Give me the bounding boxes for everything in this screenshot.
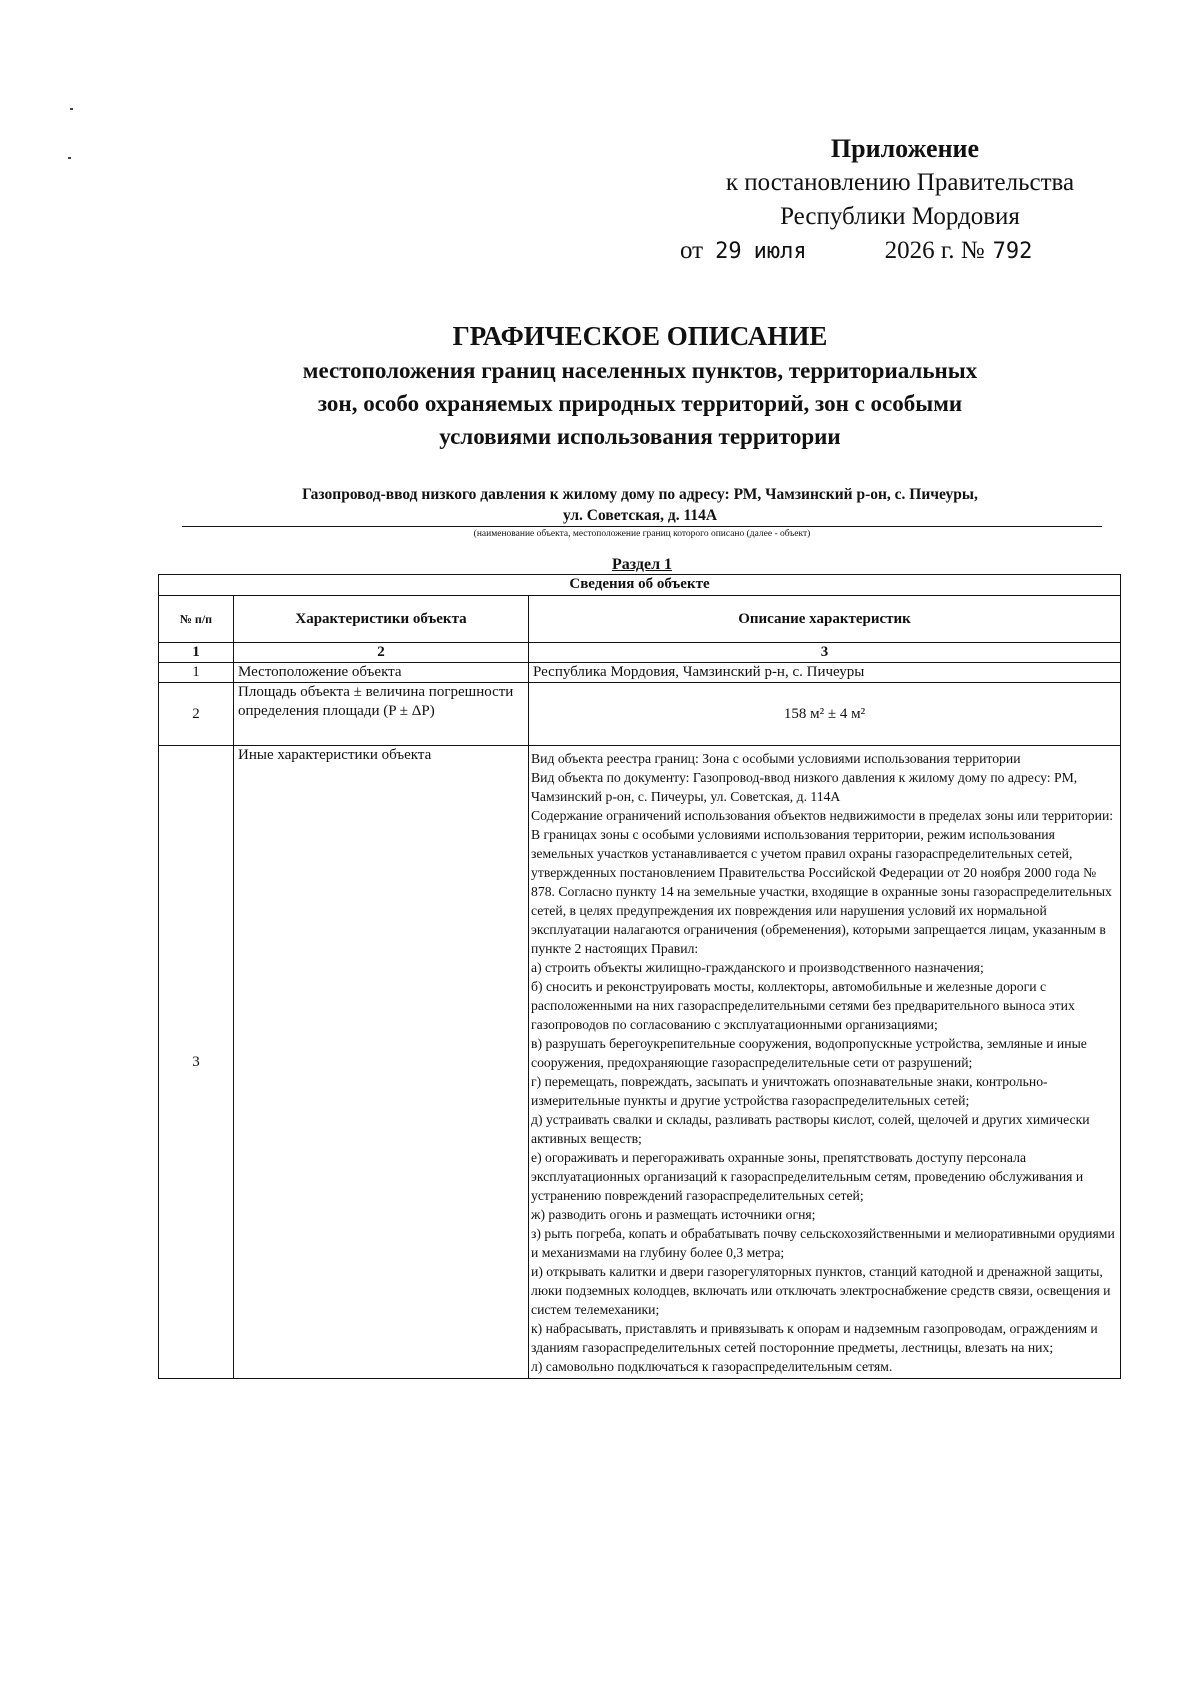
date-day: 29 xyxy=(715,239,742,264)
appendix-date-line xyxy=(680,234,1110,269)
table-row xyxy=(159,746,1121,1379)
decree-number: 792 xyxy=(992,239,1033,264)
scan-speck xyxy=(68,157,71,159)
restriction-text: Вид объекта реестра границ: Зона с особыми условиями использования территории xyxy=(531,751,1021,766)
column-number-2: 2 xyxy=(234,643,529,663)
date-year: 2026 г. № xyxy=(884,237,985,264)
object-name-caption: (наименование объекта, местоположение границ которого описано (далее - объект) xyxy=(473,529,811,539)
row-characteristic: Местоположение объекта xyxy=(234,663,529,683)
table-caption-row xyxy=(159,575,1121,596)
restriction-item: е) огораживать и перегораживать охранные зоны, препятствовать доступу персонала эксплуатационных организаций к газораспределительным сетям, проведению обслуживания и устранению повреждений газораспределительных сетей; xyxy=(531,1150,1084,1203)
restriction-item: и) открывать калитки и двери газорегуляторных пунктов, станций катодной и дренажной защиты, люки подземных колодцев, включать или отключать электроснабжение средств связи, освещения и систем телемеханики; xyxy=(531,1264,1111,1317)
object-name-underline xyxy=(182,526,1102,527)
column-number-row xyxy=(159,643,1121,663)
appendix-title: Приложение xyxy=(830,134,980,163)
appendix-line-2: Республики Мордовия xyxy=(780,203,1020,230)
header-number-label: № п/п xyxy=(179,611,213,626)
row-characteristic: Иные характеристики объекта xyxy=(234,746,529,1379)
document-title: ГРАФИЧЕСКОЕ ОПИСАНИЕ xyxy=(452,321,828,351)
restriction-item: д) устраивать свалки и склады, разливать растворы кислот, солей, щелочей и других химически активных веществ; xyxy=(531,1112,1090,1146)
object-name-line-1: Газопровод-ввод низкого давления к жилому дому по адресу: РМ, Чамзинский р-он, с. Пичеуры, xyxy=(302,486,978,503)
document-subtitle-3: условиями использования территории xyxy=(439,424,841,449)
date-prefix: от xyxy=(680,237,704,264)
document-subtitle-1: местоположения границ населенных пунктов, территориальных xyxy=(302,358,978,383)
appendix-line-1: к постановлению Правительства xyxy=(725,169,1075,196)
header-characteristic: Характеристики объекта xyxy=(234,596,529,643)
row-number: 3 xyxy=(159,746,234,1379)
restriction-item: г) перемещать, повреждать, засыпать и уничтожать опознавательные знаки, контрольно-измерительные пункты и другие устройства газораспределительных сетей; xyxy=(531,1074,1048,1108)
restriction-item: ж) разводить огонь и размещать источники огня; xyxy=(531,1207,816,1222)
date-month: июля xyxy=(753,239,807,264)
column-number-3: 3 xyxy=(529,643,1121,663)
scan-speck xyxy=(70,108,73,110)
restriction-text: Вид объекта по документу: Газопровод-ввод низкого давления к жилому дому по адресу: РМ, Чамзинский р-он, с. Пичеуры, ул. Советская, д. 114А xyxy=(531,770,1078,804)
table-caption: Сведения об объекте xyxy=(159,575,1121,596)
row-number: 2 xyxy=(159,683,234,746)
object-name-line-2: ул. Советская, д. 114А xyxy=(562,507,718,524)
row-value: Республика Мордовия, Чамзинский р-н, с. Пичеуры xyxy=(529,663,1121,683)
restriction-item: а) строить объекты жилищно-гражданского и производственного назначения; xyxy=(531,960,984,975)
column-number-1: 1 xyxy=(159,643,234,663)
restriction-item: к) набрасывать, приставлять и привязывать к опорам и надземным газопроводам, ограждениям и зданиям газораспределительных сетей посторонние предметы, лестницы, влезать на них; xyxy=(531,1321,1098,1355)
row-number: 1 xyxy=(159,663,234,683)
restriction-item: з) рыть погреба, копать и обрабатывать почву сельскохозяйственными и мелиоративными орудиями и механизмами на глубину более 0,3 метра; xyxy=(531,1226,1115,1260)
table-row xyxy=(159,663,1121,683)
restriction-item: л) самовольно подключаться к газораспределительным сетям. xyxy=(531,1359,893,1374)
table-row xyxy=(159,683,1121,746)
object-name xyxy=(180,484,1100,526)
header-number xyxy=(159,596,234,643)
restriction-item: б) сносить и реконструировать мосты, коллекторы, автомобильные и железные дороги с расположенными на них газораспределительными сетями без предварительного выноса этих газопроводов по согласованию с эксплуатационными организациями; xyxy=(531,979,1075,1032)
row-value: 158 м² ± 4 м² xyxy=(529,683,1121,746)
document-subtitle-2: зон, особо охраняемых природных территорий, зон с особыми xyxy=(317,391,963,416)
appendix-block xyxy=(680,132,1110,269)
table-header-row xyxy=(159,596,1121,643)
header-description: Описание характеристик xyxy=(529,596,1121,643)
document-heading xyxy=(160,318,1120,453)
restriction-item: в) разрушать берегоукрепительные сооружения, водопропускные устройства, земляные и иные сооружения, предохраняющие газораспределительные сети от разрушений; xyxy=(531,1036,1087,1070)
section-title: Раздел 1 xyxy=(611,556,673,573)
row-value-restrictions xyxy=(529,746,1121,1379)
row-characteristic: Площадь объекта ± величина погрешности определения площади (P ± ΔP) xyxy=(234,683,529,746)
restriction-text: Содержание ограничений использования объектов недвижимости в пределах зоны или территории: В границах зоны с особыми условиями использования территории, режим использования земельных участков устанавливается с учетом правил охраны газораспределительных сетей, утвержденных постановлением Правительства Российской Федерации от 20 ноября 2000 года № 878. Согласно пункту 14 на земельные участки, входящие в охранные зоны газораспределительных сетей, в целях предупреждения их повреждения или нарушения условий их нормальной эксплуатации налагаются ограничения (обременения), которыми запрещается лицам, указанным в пункте 2 настоящих Правил: xyxy=(531,808,1114,956)
object-info-table xyxy=(158,574,1121,1379)
